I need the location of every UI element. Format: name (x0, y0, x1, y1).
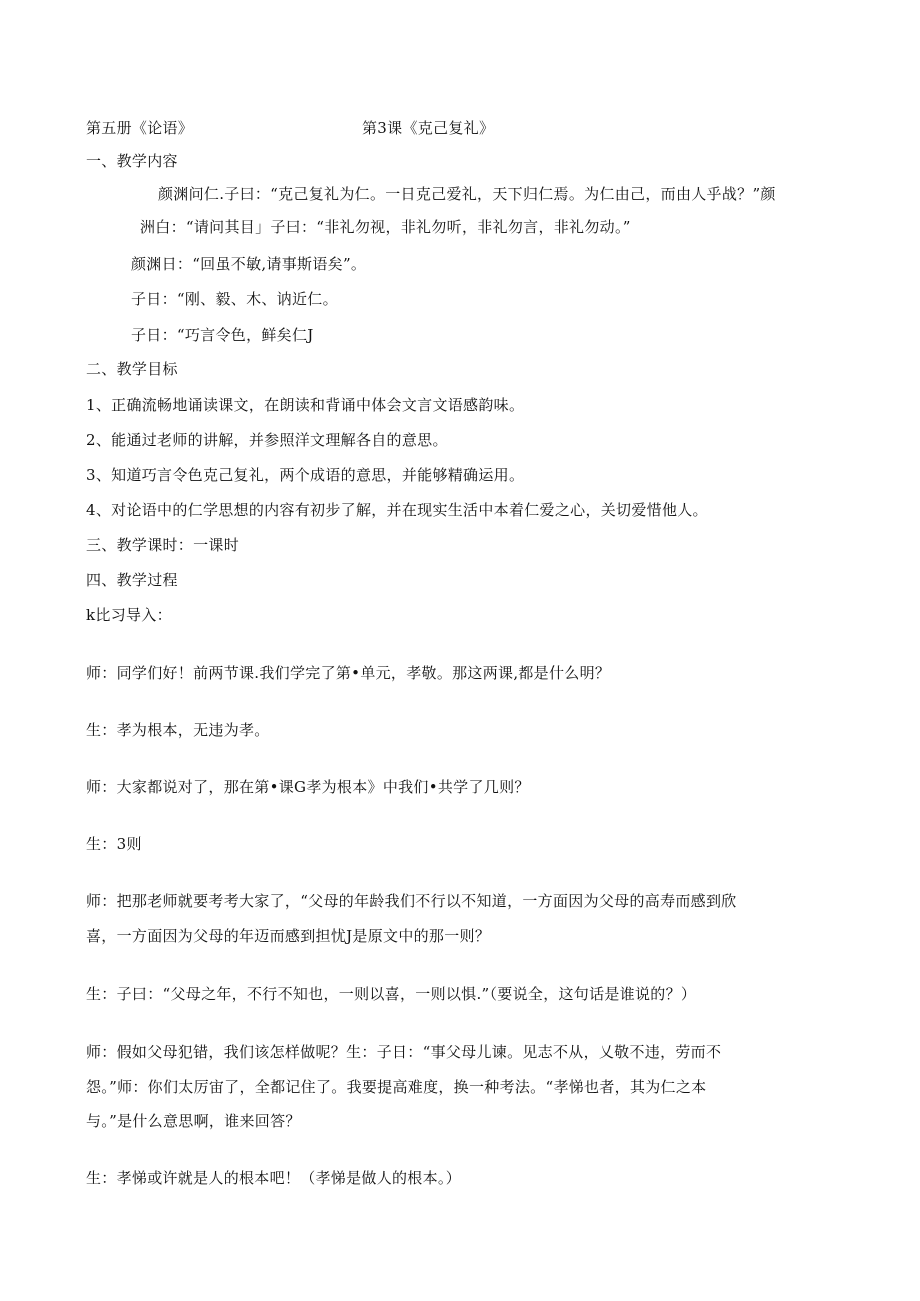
text-line: 颜渊日：“回虽不敏,请事斯语矣”。 (131, 255, 367, 273)
text-line: 子日：“巧言令色，鲜矣仁J (131, 326, 314, 344)
text-line: 颜渊问仁.子曰：“克己复礼为仁。一日克己爱礼，天下归仁焉。为仁由己，而由人乎战？”颜 (158, 185, 776, 203)
dialogue-line: 与。”是什么意思啊，谁来回答？ (86, 1112, 301, 1130)
goal-item: 2、能通过老师的讲解，并参照洋文理解各自的意思。 (86, 431, 448, 449)
goal-item: 1、正确流畅地诵读课文，在朗读和背诵中体会文言文语感韵味。 (86, 396, 525, 414)
dialogue-line: 生：孝为根本，无违为孝。 (86, 721, 270, 739)
lesson-title: 第3课《克己复礼》 (362, 119, 495, 137)
dialogue-line: 怨。”师：你们太厉宙了，全都记住了。我要提高难度，换一种考法。“孝悌也者，其为仁之本 (86, 1078, 707, 1096)
section-heading-process: 四、教学过程 (86, 571, 178, 589)
volume-title: 第五册《论语》 (86, 119, 194, 137)
dialogue-line: 生：子曰：“父母之年，不行不知也，一则以喜，一则以惧.”（要说全，这句话是谁说的？） (86, 985, 697, 1003)
text-line: 洲白：“请问其目」子曰：“非礼勿视，非礼勿听，非礼勿言，非礼勿动。” (140, 218, 631, 236)
dialogue-line: 喜，一方面因为父母的年迈而感到担忧J是原文中的那一则？ (86, 927, 491, 945)
dialogue-line: 师：把那老师就要考考大家了，“父母的年龄我们不行以不知道，一方面因为父母的高寿而感到欣 (86, 892, 737, 910)
process-subheading: k比习导入： (86, 606, 172, 624)
section-heading-content: 一、教学内容 (86, 152, 178, 170)
dialogue-line: 生：3则 (86, 835, 142, 853)
dialogue-line: 师：假如父母犯错，我们该怎样做呢？生：子日：“事父母儿谏。见志不从，乂敬不违，劳而不 (86, 1043, 722, 1061)
dialogue-line: 生：孝悌或许就是人的根本吧！（孝悌是做人的根本。） (86, 1169, 462, 1187)
dialogue-line: 师：大家都说对了，那在第•课G孝为根本》中我们•共学了几则？ (86, 778, 530, 796)
section-heading-goals: 二、教学目标 (86, 360, 178, 378)
goal-item: 4、对论语中的仁学思想的内容有初步了解，并在现实生活中本着仁爱之心，关切爱惜他人。 (86, 501, 708, 519)
goal-item: 3、知道巧言令色克己复礼，两个成语的意思，并能够精确运用。 (86, 466, 525, 484)
section-heading-hours: 三、教学课时：一课时 (86, 536, 240, 554)
dialogue-line: 师：同学们好！前两节课.我们学完了第•单元，孝敬。那这两课,都是什么明？ (86, 664, 611, 682)
text-line: 子日：“刚、毅、木、讷近仁。 (131, 290, 338, 308)
